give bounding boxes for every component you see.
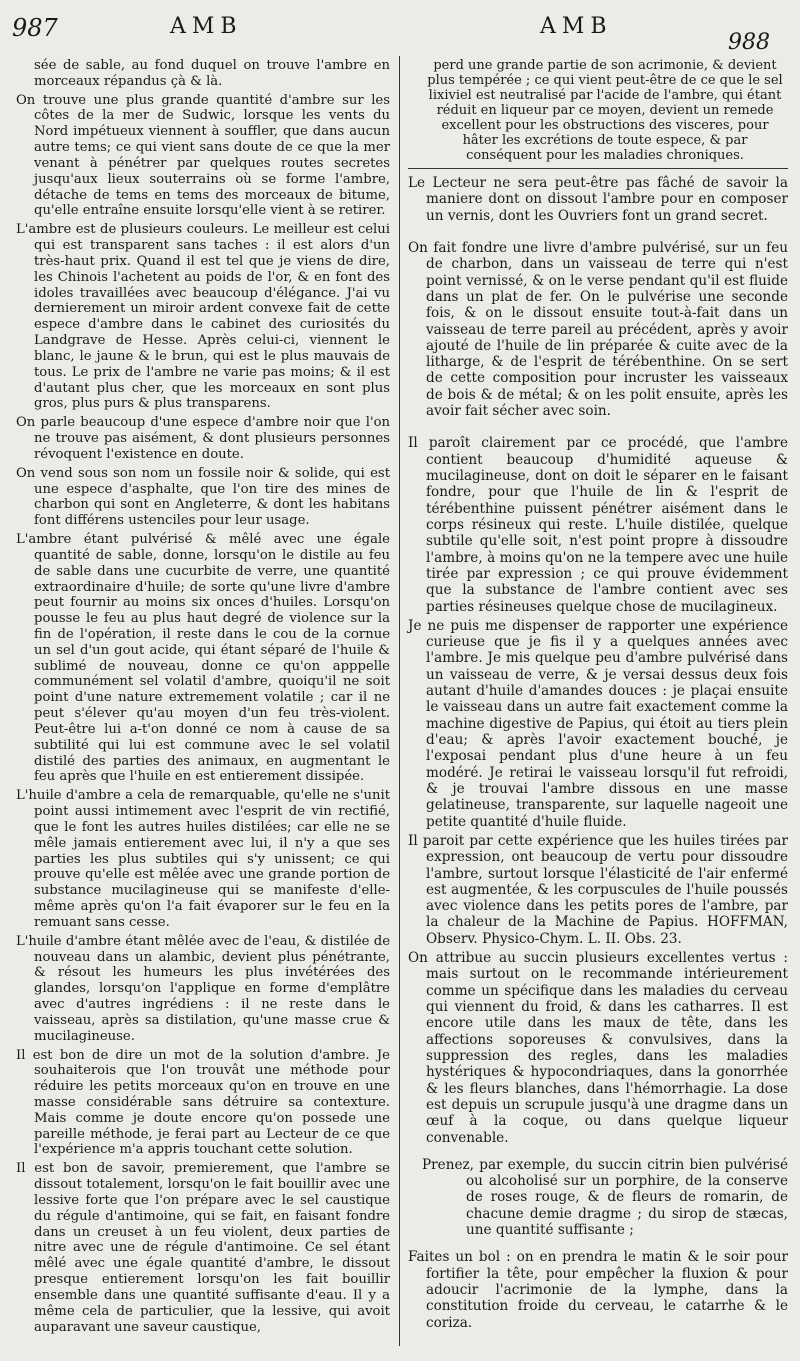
paragraph: Il est bon de savoir, premierement, que l'ambre se dissout totalement, lorsqu'on le fait bouillir avec une lessive forte que l'on prépare avec le sel caustique du régule d'antimoine, qui se fait, en faisant fondre dans un creuset à un feu violent, deux parties de nitre avec une de régule d'antimoine. Ce sel étant mêlé avec une égale quantité d'ambre, le dissout presque entierement lorsqu'on les fait bouillir ensemble dans une quantité suffisante d'eau. Il y a même cela de particulier, que la lessive, qui avoit auparavant une saveur caustique, xyxy=(16,1161,390,1335)
paragraph: Le Lecteur ne sera peut-être pas fâché de savoir la maniere dont on dissout l'ambre pour en composer un vernis, dont les Ouvriers font un grand secret. xyxy=(408,175,788,224)
spacer xyxy=(408,1241,788,1249)
paragraph: On fait fondre une livre d'ambre pulvérisé, sur un feu de charbon, dans un vaisseau de terre qui n'est point vernissé, & on le verse pendant qu'il est fluide dans un plat de fer. On le pulvérise une seconde fois, & on le dissout ensuite tout-à-fait dans un vaisseau de terre pareil au précédent, après y avoir ajouté de l'huile de lin préparée & cuite avec de la litharge, & de l'esprit de térébenthine. On se sert de cette composition pour incruster les vaisseaux de bois & de métal; & on les polit ensuite, après les avoir fait sécher avec soin. xyxy=(408,239,788,420)
paragraph: sée de sable, au fond duquel on trouve l'ambre en morceaux répandus çà & là. xyxy=(34,58,390,89)
left-column xyxy=(16,58,390,1348)
paragraph: L'huile d'ambre a cela de remarquable, qu'elle ne s'unit point aussi intimement avec l'esprit de vin rectifié, que le font les autres huiles distilées; car elle ne se mêle jamais entierement avec lui, il n'y a que ses parties les plus subtiles qui s'y unissent; ce qui prouve qu'elle est mêlée avec une grande portion de substance mucilagineuse qui se manifeste d'elle-même après qu'on l'a fait évaporer sur le feu en la remuant sans cesse. xyxy=(16,788,390,930)
recipe-paragraph: Prenez, par exemple, du succin citrin bien pulvérisé ou alcoholisé sur un porphire, de la conserve de roses rouge, & de fleurs de romarin, de chacune demie dragme ; du sirop de stæcas, une quantité suffisante ; xyxy=(422,1156,788,1239)
paragraph: Il est bon de dire un mot de la solution d'ambre. Je souhaiterois que l'on trouvât une méthode pour réduire les petits morceaux qu'on en trouve en une masse considérable sans détruire sa contexture. Mais comme je doute encore qu'on possede une pareille méthode, je ferai part au Lecteur de ce que l'expérience m'a appris touchant cette solution. xyxy=(16,1047,390,1158)
paragraph: L'huile d'ambre étant mêlée avec de l'eau, & distilée de nouveau dans un alambic, devient plus pénétrante, & résout les humeurs les plus invétérées des glandes, lorsqu'on l'applique en forme d'emplâtre avec d'autres ingrédiens : il ne reste dans le vaisseau, après sa distilation, qu'une masse crue & mucilagineuse. xyxy=(16,933,390,1044)
page-number-left: 987 xyxy=(12,14,58,42)
right-column xyxy=(408,58,788,1348)
paragraph: L'ambre est de plusieurs couleurs. Le meilleur est celui qui est transparent sans taches : il est alors d'un très-haut prix. Quand il est tel que je viens de dire, les Chinois l'achetent au poids de l'or, & en font des idoles travaillées avec beaucoup d'élégance. J'ai vu dernierement un miroir ardent convexe fait de cette espece d'ambre dans le cabinet des curiosités du Landgrave de Hesse. Après celui-ci, viennent le blanc, le jaune & le brun, qui est le plus mauvais de tous. Le prix de l'ambre ne varie pas moins; & il est d'autant plus cher, que les morceaux en sont plus gros, plus purs & plus transparens. xyxy=(16,222,390,412)
spacer xyxy=(408,227,788,240)
paragraph: On vend sous son nom un fossile noir & solide, qui est une espece d'asphalte, que l'on tire des mines de charbon qui sont en Angleterre, & dont les habitans font différens ustenciles pour leur usage. xyxy=(16,465,390,529)
paragraph: L'ambre étant pulvérisé & mêlé avec une égale quantité de sable, donne, lorsqu'on le distile au feu de sable dans une cucurbite de verre, une quantité extraordinaire d'huile; de sorte qu'une livre d'ambre peut fournir au moins six onces d'huiles. Lorsqu'on pousse le feu au plus haut degré de violence sur la fin de l'opération, il reste dans le cou de la cornue un sel d'un gout acide, qui étant séparé de l'huile & sublimé de nouveau, donne ce qu'on apppelle communément sel volatil d'ambre, quoiqu'il ne soit point d'une nature extremement volatile ; car il ne peut s'élever qu'au moyen d'un feu très-violent. Peut-être lui a-t'on donné ce nom à cause de sa subtilité qui lui est commune avec le sel volatil distilé des parties des animaux, en augmentant le feu après que l'huile en est entierement dissipée. xyxy=(16,532,390,785)
paragraph: On parle beaucoup d'une espece d'ambre noir que l'on ne trouve pas aisément, & dont plusieurs personnes révoquent l'existence en doute. xyxy=(16,415,390,462)
column-divider xyxy=(399,56,400,1346)
paragraph: On trouve une plus grande quantité d'ambre sur les côtes de la mer de Sudwic, lorsque les vents du Nord impétueux viennent à souffler, que dans aucun autre tems; ce qui vient sans doute de ce que la mer venant à pénétrer par quelques routes secretes jusqu'aux lieux souterrains où se forme l'ambre, détache de tems en tems des morceaux de bitume, qu'elle entraîne ensuite lorsqu'elle vient à se retirer. xyxy=(16,92,390,219)
running-head-right: AMB xyxy=(540,14,613,39)
running-head-left: AMB xyxy=(170,14,243,39)
paragraph: Il paroit par cette expérience que les huiles tirées par expression, ont beaucoup de vertu pour dissoudre l'ambre, surtout lorsque l'élasticité de l'air enfermé est augmentée, & les corpuscules de l'huile poussés avec violence dans les petits pores de l'ambre, par la chaleur de la Machine de Papius. HOFFMAN, Observ. Physico-Chym. L. II. Obs. 23. xyxy=(408,832,788,947)
continued-paragraph: perd une grande partie de son acrimonie, & devient plus tempérée ; ce qui vient peut-être de ce que le sel lixiviel est neutralisé par l'acide de l'ambre, qui étant réduit en liqueur par ce moyen, devient un remede excellent pour les obstructions des visceres, pour hâter les excrétions de toute espece, & par conséquent pour les maladies chroniques. xyxy=(408,58,788,169)
paragraph: On attribue au succin plusieurs excellentes vertus : mais surtout on le recommande intérieurement comme un spécifique dans les maladies du cerveau qui viennent du froid, & dans les catharres. Il est encore utile dans les maux de tête, dans les affections soporeuses & convulsives, dans la suppression des regles, dans les maladies hystériques & hypocondriaques, dans la gonorrhée & les fleurs blanches, dans l'hémorrhagie. La dose est depuis un scrupule jusqu'à une dragme dans un œuf à la coque, ou dans quelque liqueur convenable. xyxy=(408,950,788,1146)
paragraph: Faites un bol : on en prendra le matin & le soir pour fortifier la tête, pour empêcher la fluxion & pour adoucir l'acrimonie de la lymphe, dans la constitution froide du cerveau, le catarrhe & le coriza. xyxy=(408,1249,788,1331)
paragraph: Je ne puis me dispenser de rapporter une expérience curieuse que je fis il y a quelques années avec l'ambre. Je mis quelque peu d'ambre pulvérisé dans un vaisseau de verre, & je versai dessus deux fois autant d'huile d'amandes douces : je plaçai ensuite le vaisseau dans un autre fait exactement comme la machine digestive de Papius, qui étoit au tiers plein d'eau; & après l'avoir exactement bouché, je l'exposai pendant plus d'une heure à un feu modéré. Je retirai le vaisseau lorsqu'il fut refroidi, & je trouvai l'ambre dissous en une masse gelatineuse, transparente, sur laquelle nageoit une petite quantité d'huile fluide. xyxy=(408,617,788,830)
paragraph: Il paroît clairement par ce procédé, que l'ambre contient beaucoup d'humidité aqueuse & mucilagineuse, dont on doit le séparer en le faisant fondre, pour que l'huile de lin & l'esprit de térébenthine puissent pénétrer aisément dans le corps résineux qui reste. L'huile distilée, quelque subtile qu'elle soit, n'est point propre à dissoudre l'ambre, à moins qu'on ne la tempere avec une huile tirée par expression ; ce qui prouve évidemment que la substance de l'ambre contient avec ses parties résineuses quelque chose de mucilagineux. xyxy=(408,435,788,615)
spacer xyxy=(408,1149,788,1157)
spacer xyxy=(408,422,788,435)
page-number-right: 988 xyxy=(728,30,770,55)
